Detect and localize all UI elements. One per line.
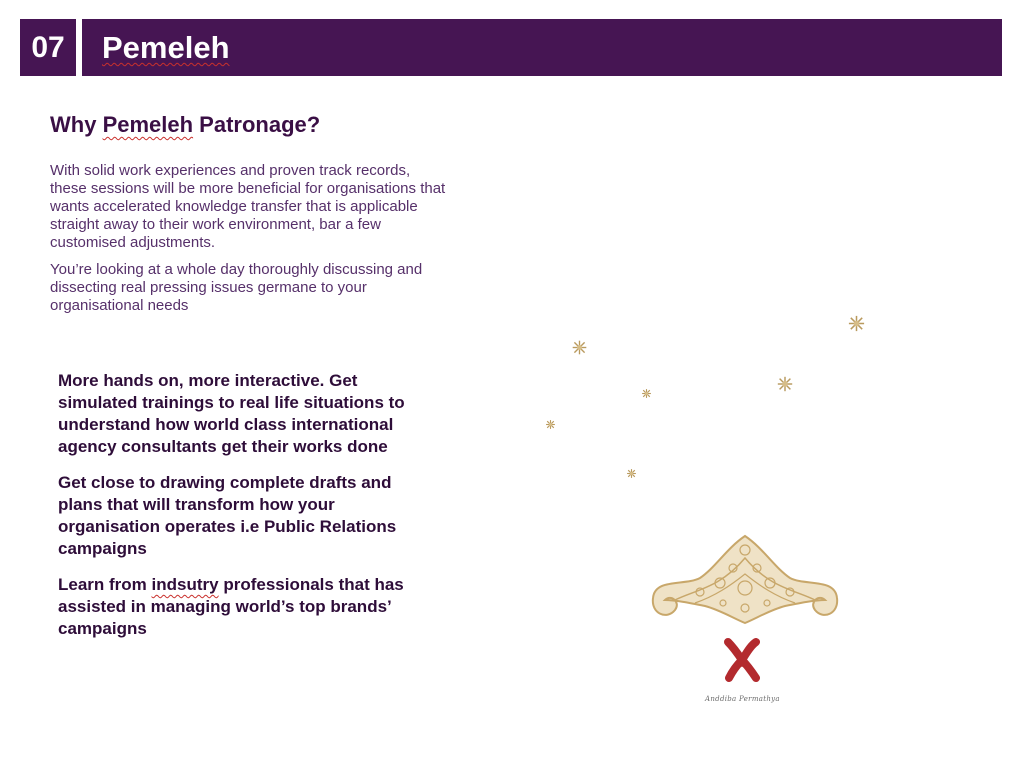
section-title-suffix: Patronage?	[193, 112, 321, 137]
gold-star-icon	[545, 419, 556, 430]
detail-paragraph: You’re looking at a whole day thoroughly discussing and dissecting real pressing issues germane to your organisational needs	[50, 261, 423, 314]
red-x-icon	[722, 638, 762, 682]
benefits-list	[58, 370, 408, 654]
gold-star-icon	[571, 339, 588, 356]
header-bar	[82, 19, 1002, 76]
intro-paragraph: With solid work experiences and proven track records, these sessions will be more beneficial for organisations that wants accelerated knowledge transfer that is applicable straight away to their work environment, bar a few customised adjustments.	[50, 162, 446, 251]
artist-signature: Anddiba Permathya	[705, 695, 780, 703]
section-title-prefix: Why	[50, 112, 103, 137]
section-title-highlight: Pemeleh	[102, 112, 194, 137]
gold-star-icon	[641, 388, 652, 399]
benefit-item: More hands on, more interactive. Get simulated trainings to real life situations to understand how world class international agency consultants get their works done	[58, 371, 405, 456]
gold-star-icon	[847, 314, 866, 333]
benefit-item	[58, 574, 408, 640]
benefit-text: professionals that has assisted in managing world’s top brands’ campaigns	[58, 575, 404, 638]
gold-star-icon	[626, 468, 637, 479]
slide-number: 07	[20, 19, 76, 76]
gold-ornament-icon	[645, 528, 845, 628]
gold-star-icon	[776, 375, 794, 393]
page-title: Pemeleh	[102, 30, 230, 65]
section-title	[50, 112, 320, 138]
benefit-item: Get close to drawing complete drafts and plans that will transform how your organisation operates i.e Public Relations campaigns	[58, 473, 397, 558]
benefit-highlight: indsutry	[151, 575, 219, 594]
benefit-text: Learn from	[58, 575, 152, 594]
